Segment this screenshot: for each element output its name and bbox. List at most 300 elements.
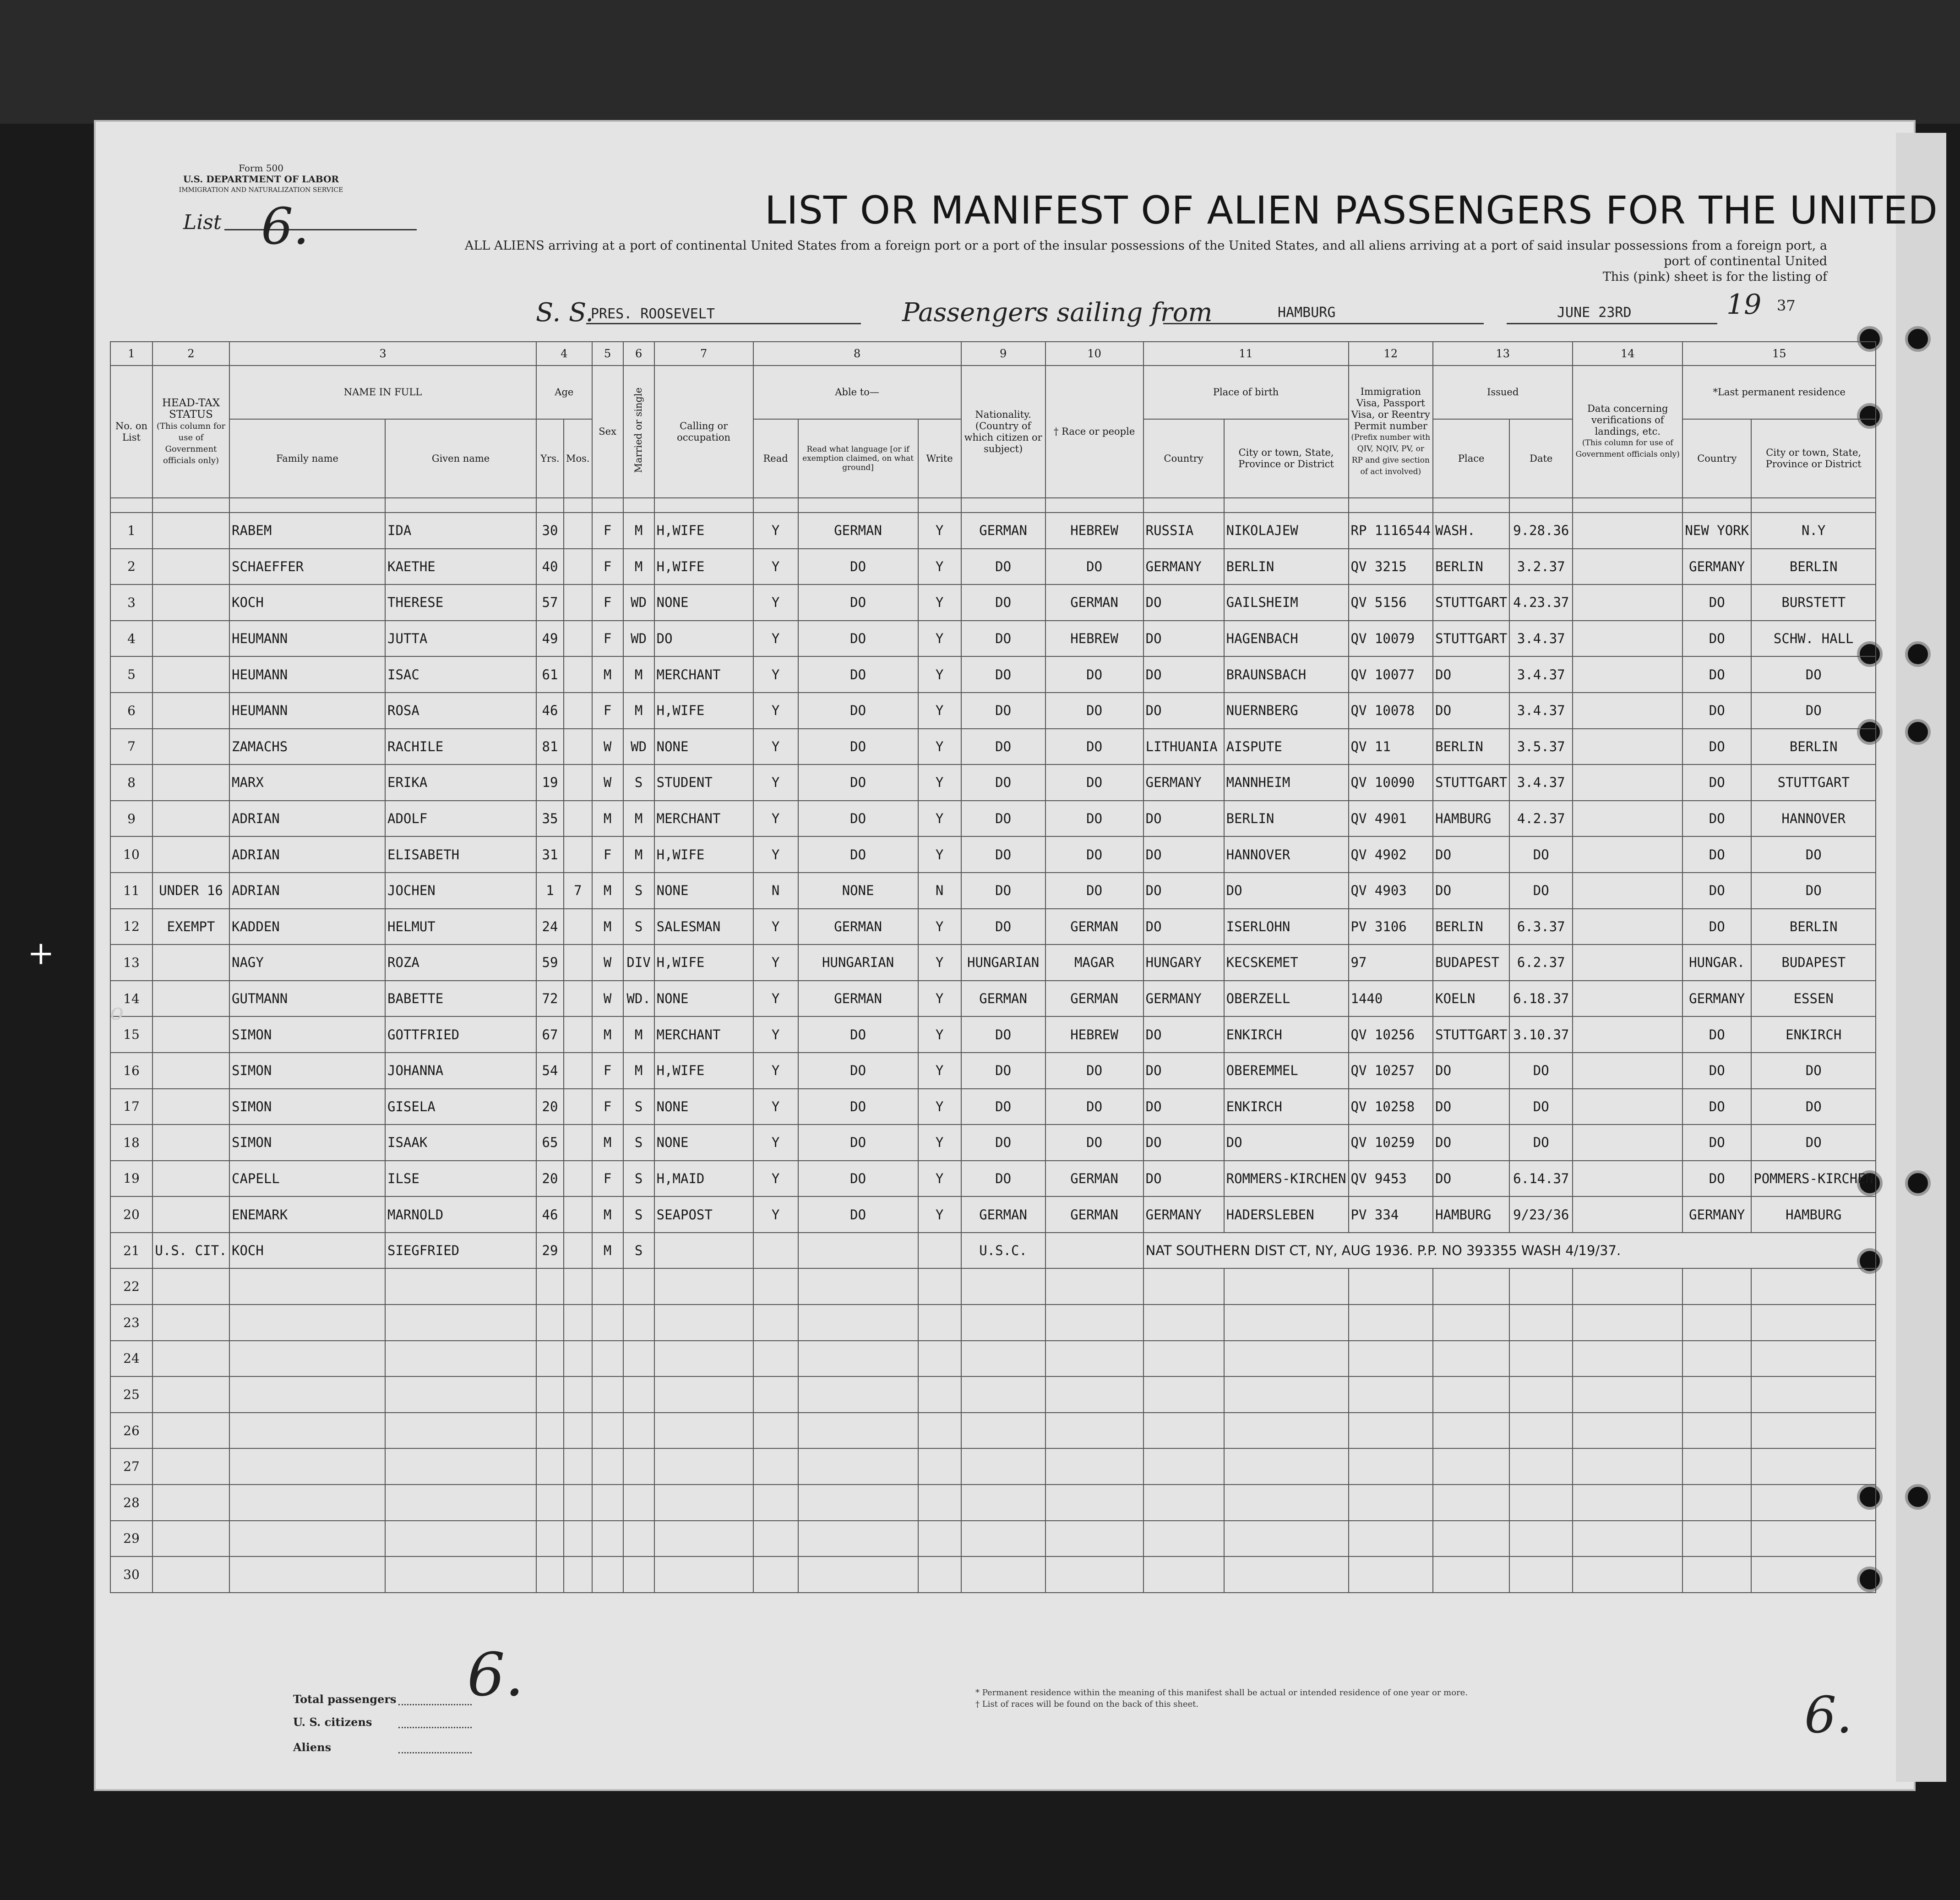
visa-number: QV 10079 xyxy=(1349,621,1433,657)
birth-country xyxy=(1143,1413,1224,1449)
can-write: Y xyxy=(918,764,961,801)
nationality xyxy=(961,1341,1045,1377)
age-years: 29 xyxy=(536,1233,564,1269)
residence-city xyxy=(1751,1556,1876,1593)
age-years: 59 xyxy=(536,945,564,981)
race: DO xyxy=(1045,549,1143,585)
issued-place: HAMBURG xyxy=(1433,1196,1509,1233)
sex xyxy=(592,1341,623,1377)
age-years: 57 xyxy=(536,584,564,621)
passenger-row xyxy=(110,909,1876,945)
can-write: Y xyxy=(918,513,961,549)
sex: M xyxy=(592,909,623,945)
visa-number: PV 3106 xyxy=(1349,909,1433,945)
read-language: HUNGARIAN xyxy=(798,945,918,981)
birth-city: BERLIN xyxy=(1224,801,1349,837)
age-years xyxy=(536,1305,564,1341)
visa-number xyxy=(1349,1485,1433,1521)
col-num: 7 xyxy=(654,342,753,366)
head-tax-status xyxy=(152,1376,229,1413)
residence-country xyxy=(1682,1305,1751,1341)
birth-city: ENKIRCH xyxy=(1224,1089,1349,1125)
hdr-issued-place: Place xyxy=(1433,419,1509,498)
nationality xyxy=(961,1305,1045,1341)
can-read xyxy=(753,1521,798,1557)
head-tax-status: UNDER 16 xyxy=(152,873,229,909)
row-number: 18 xyxy=(110,1125,152,1161)
row-number: 30 xyxy=(110,1556,152,1593)
can-write xyxy=(918,1268,961,1305)
can-read: Y xyxy=(753,1196,798,1233)
race: GERMAN xyxy=(1045,584,1143,621)
age-years: 65 xyxy=(536,1125,564,1161)
issued-place: STUTTGART xyxy=(1433,584,1509,621)
head-tax-status xyxy=(152,1196,229,1233)
can-read: Y xyxy=(753,693,798,729)
landing-data xyxy=(1573,1521,1682,1557)
landing-data xyxy=(1573,873,1682,909)
landing-data xyxy=(1573,1341,1682,1377)
family-name xyxy=(229,1448,385,1485)
can-read: Y xyxy=(753,981,798,1017)
marital-status xyxy=(623,1485,654,1521)
visa-number: QV 4902 xyxy=(1349,836,1433,873)
head-tax-status xyxy=(152,584,229,621)
sex: F xyxy=(592,693,623,729)
birth-country: GERMANY xyxy=(1143,549,1224,585)
residence-country: DO xyxy=(1682,656,1751,693)
birth-country xyxy=(1143,1268,1224,1305)
head-tax-status xyxy=(152,1053,229,1089)
subtitle-line-1: ALL ALIENS arriving at a port of continental United States from a foreign port or a port of the insular possessions of the United States, and all aliens arriving at a port of said insular possessions from a foreign port, a port of continental United xyxy=(464,239,1827,268)
visa-number: QV 10258 xyxy=(1349,1089,1433,1125)
age-months xyxy=(564,729,592,765)
marital-status: S xyxy=(623,1233,654,1269)
head-tax-status xyxy=(152,801,229,837)
head-tax-status xyxy=(152,513,229,549)
head-tax-status xyxy=(152,836,229,873)
marital-status: S xyxy=(623,1161,654,1197)
can-write: Y xyxy=(918,584,961,621)
read-language: GERMAN xyxy=(798,981,918,1017)
can-read: Y xyxy=(753,584,798,621)
issued-date xyxy=(1509,1521,1573,1557)
landing-data xyxy=(1573,729,1682,765)
birth-city: NUERNBERG xyxy=(1224,693,1349,729)
given-name: THERESE xyxy=(385,584,536,621)
race xyxy=(1045,1341,1143,1377)
age-years: 81 xyxy=(536,729,564,765)
age-months xyxy=(564,549,592,585)
age-years: 20 xyxy=(536,1161,564,1197)
ship-name: PRES. ROOSEVELT xyxy=(591,306,715,322)
age-months xyxy=(564,584,592,621)
read-language: DO xyxy=(798,1196,918,1233)
birth-city xyxy=(1224,1556,1349,1593)
can-write: N xyxy=(918,873,961,909)
can-read xyxy=(753,1233,798,1269)
passenger-row xyxy=(110,656,1876,693)
given-name: MARNOLD xyxy=(385,1196,536,1233)
passenger-rows xyxy=(110,513,1876,1593)
residence-country xyxy=(1682,1448,1751,1485)
issued-place xyxy=(1433,1413,1509,1449)
hdr-race: † Race or people xyxy=(1045,366,1143,498)
hdr-calling: Calling or occupation xyxy=(654,366,753,498)
sex xyxy=(592,1413,623,1449)
birth-country xyxy=(1143,1305,1224,1341)
marital-status: M xyxy=(623,1053,654,1089)
col-num: 3 xyxy=(229,342,536,366)
birth-city: NIKOLAJEW xyxy=(1224,513,1349,549)
residence-country: DO xyxy=(1682,873,1751,909)
landing-data xyxy=(1573,909,1682,945)
age-months xyxy=(564,513,592,549)
age-months xyxy=(564,1305,592,1341)
passenger-row xyxy=(110,1268,1876,1305)
row-number: 10 xyxy=(110,836,152,873)
sailing-date: JUNE 23RD xyxy=(1557,305,1632,321)
family-name: HEUMANN xyxy=(229,693,385,729)
given-name: HELMUT xyxy=(385,909,536,945)
occupation: DO xyxy=(654,621,753,657)
can-write: Y xyxy=(918,729,961,765)
residence-city: DO xyxy=(1751,1125,1876,1161)
nationality: DO xyxy=(961,1016,1045,1053)
landing-data xyxy=(1573,1556,1682,1593)
age-years: 20 xyxy=(536,1089,564,1125)
birth-city xyxy=(1224,1485,1349,1521)
nationality: DO xyxy=(961,1053,1045,1089)
race: DO xyxy=(1045,729,1143,765)
read-language: DO xyxy=(798,729,918,765)
residence-country: DO xyxy=(1682,764,1751,801)
row-number: 12 xyxy=(110,909,152,945)
hdr-visa-title: Immigration Visa, Passport Visa, or Reentry Permit number xyxy=(1351,386,1430,431)
read-language: NONE xyxy=(798,873,918,909)
visa-number xyxy=(1349,1556,1433,1593)
visa-number: QV 4901 xyxy=(1349,801,1433,837)
landing-data xyxy=(1573,801,1682,837)
col-num: 2 xyxy=(152,342,229,366)
passenger-row xyxy=(110,1413,1876,1449)
residence-country: DO xyxy=(1682,1089,1751,1125)
visa-number: PV 334 xyxy=(1349,1196,1433,1233)
marital-status: M xyxy=(623,801,654,837)
punch-hole xyxy=(1905,326,1931,352)
birth-country: DO xyxy=(1143,621,1224,657)
hdr-able-to: Able to— xyxy=(753,366,961,419)
nationality: DO xyxy=(961,584,1045,621)
marital-status: M xyxy=(623,693,654,729)
can-read xyxy=(753,1556,798,1593)
can-write: Y xyxy=(918,981,961,1017)
row-number: 14 xyxy=(110,981,152,1017)
can-write: Y xyxy=(918,693,961,729)
age-months xyxy=(564,1053,592,1089)
residence-country: DO xyxy=(1682,621,1751,657)
birth-country: LITHUANIA xyxy=(1143,729,1224,765)
header-gap-row xyxy=(110,498,1876,513)
passenger-row xyxy=(110,584,1876,621)
birth-country: RUSSIA xyxy=(1143,513,1224,549)
nationality: DO xyxy=(961,801,1045,837)
given-name xyxy=(385,1448,536,1485)
nationality: GERMAN xyxy=(961,981,1045,1017)
age-months xyxy=(564,1016,592,1053)
hdr-family-name: Family name xyxy=(229,419,385,498)
read-language xyxy=(798,1268,918,1305)
marital-status: WD xyxy=(623,621,654,657)
residence-city: BERLIN xyxy=(1751,729,1876,765)
marital-status xyxy=(623,1521,654,1557)
age-months xyxy=(564,1268,592,1305)
residence-city: DO xyxy=(1751,656,1876,693)
issued-place: BUDAPEST xyxy=(1433,945,1509,981)
family-name: HEUMANN xyxy=(229,621,385,657)
passenger-row xyxy=(110,1305,1876,1341)
marital-status: S xyxy=(623,873,654,909)
can-read xyxy=(753,1448,798,1485)
marital-status xyxy=(623,1341,654,1377)
col-num: 12 xyxy=(1349,342,1433,366)
occupation: NONE xyxy=(654,729,753,765)
nationality: DO xyxy=(961,764,1045,801)
family-name: MARX xyxy=(229,764,385,801)
nationality: HUNGARIAN xyxy=(961,945,1045,981)
issued-place xyxy=(1433,1521,1509,1557)
issued-place: DO xyxy=(1433,693,1509,729)
sex: F xyxy=(592,1053,623,1089)
issued-place xyxy=(1433,1448,1509,1485)
birth-city xyxy=(1224,1268,1349,1305)
family-name xyxy=(229,1305,385,1341)
read-language xyxy=(798,1305,918,1341)
can-write: Y xyxy=(918,945,961,981)
occupation: H,WIFE xyxy=(654,513,753,549)
head-tax-status: U.S. CIT. xyxy=(152,1233,229,1269)
row-number: 23 xyxy=(110,1305,152,1341)
sex: F xyxy=(592,513,623,549)
family-name xyxy=(229,1485,385,1521)
marital-status: S xyxy=(623,764,654,801)
can-write: Y xyxy=(918,909,961,945)
race xyxy=(1045,1376,1143,1413)
sailing-label: Passengers sailing from xyxy=(902,298,1213,328)
can-write: Y xyxy=(918,836,961,873)
col-num: 14 xyxy=(1573,342,1682,366)
marital-status: S xyxy=(623,1196,654,1233)
issued-place xyxy=(1433,1305,1509,1341)
landing-data xyxy=(1573,1161,1682,1197)
read-language: DO xyxy=(798,584,918,621)
sex xyxy=(592,1556,623,1593)
age-months xyxy=(564,1556,592,1593)
head-tax-status xyxy=(152,1161,229,1197)
row-number: 8 xyxy=(110,764,152,801)
landing-data xyxy=(1573,836,1682,873)
can-write xyxy=(918,1556,961,1593)
margin-mark: o xyxy=(110,999,124,1025)
sex: W xyxy=(592,981,623,1017)
landing-data xyxy=(1573,656,1682,693)
can-read: Y xyxy=(753,801,798,837)
sex: F xyxy=(592,549,623,585)
passenger-row xyxy=(110,1448,1876,1485)
punch-hole xyxy=(1905,719,1931,745)
passenger-row xyxy=(110,1053,1876,1089)
sheet-number: 6. xyxy=(1804,1686,1852,1744)
row-number: 2 xyxy=(110,549,152,585)
issued-place: HAMBURG xyxy=(1433,801,1509,837)
issued-date: 3.4.37 xyxy=(1509,621,1573,657)
can-read xyxy=(753,1268,798,1305)
issued-date: 9.28.36 xyxy=(1509,513,1573,549)
birth-city: OBERZELL xyxy=(1224,981,1349,1017)
hdr-yrs: Yrs. xyxy=(536,419,564,498)
head-tax-status xyxy=(152,1521,229,1557)
residence-country: DO xyxy=(1682,801,1751,837)
sex: W xyxy=(592,764,623,801)
race xyxy=(1045,1413,1143,1449)
visa-number: QV 10078 xyxy=(1349,693,1433,729)
issued-date: DO xyxy=(1509,1053,1573,1089)
issued-date: 3.10.37 xyxy=(1509,1016,1573,1053)
head-tax-status xyxy=(152,1413,229,1449)
age-months xyxy=(564,801,592,837)
hdr-head-tax xyxy=(152,366,229,498)
occupation: NONE xyxy=(654,1125,753,1161)
residence-city: SCHW. HALL xyxy=(1751,621,1876,657)
total-passengers-label: Total passengers xyxy=(293,1693,397,1706)
list-number: 6. xyxy=(261,197,309,256)
hdr-name-in-full: NAME IN FULL xyxy=(229,366,536,419)
residence-city: BERLIN xyxy=(1751,909,1876,945)
age-months xyxy=(564,836,592,873)
head-tax-status xyxy=(152,656,229,693)
head-tax-status xyxy=(152,1448,229,1485)
given-name xyxy=(385,1413,536,1449)
issued-place: DO xyxy=(1433,656,1509,693)
race: DO xyxy=(1045,1089,1143,1125)
read-language: DO xyxy=(798,1016,918,1053)
age-years: 31 xyxy=(536,836,564,873)
passenger-row xyxy=(110,693,1876,729)
birth-country: DO xyxy=(1143,1089,1224,1125)
given-name xyxy=(385,1376,536,1413)
head-tax-status: EXEMPT xyxy=(152,909,229,945)
visa-number xyxy=(1349,1305,1433,1341)
sex: F xyxy=(592,1089,623,1125)
visa-number: QV 11 xyxy=(1349,729,1433,765)
issued-date: 6.3.37 xyxy=(1509,909,1573,945)
age-years xyxy=(536,1268,564,1305)
birth-city: MANNHEIM xyxy=(1224,764,1349,801)
landing-data xyxy=(1573,1485,1682,1521)
marital-status: WD. xyxy=(623,981,654,1017)
family-name: GUTMANN xyxy=(229,981,385,1017)
given-name: JOCHEN xyxy=(385,873,536,909)
head-tax-status xyxy=(152,1125,229,1161)
residence-country xyxy=(1682,1376,1751,1413)
occupation xyxy=(654,1305,753,1341)
family-name xyxy=(229,1341,385,1377)
can-write: Y xyxy=(918,1196,961,1233)
hdr-married xyxy=(623,366,654,498)
birth-city xyxy=(1224,1448,1349,1485)
issued-date: 3.4.37 xyxy=(1509,764,1573,801)
visa-number: RP 1116544 xyxy=(1349,513,1433,549)
birth-country: GERMANY xyxy=(1143,1196,1224,1233)
age-years xyxy=(536,1485,564,1521)
col-num: 4 xyxy=(536,342,592,366)
read-language xyxy=(798,1413,918,1449)
punch-hole xyxy=(1905,1484,1931,1510)
col-num: 6 xyxy=(623,342,654,366)
occupation xyxy=(654,1413,753,1449)
family-name: RABEM xyxy=(229,513,385,549)
family-name: ADRIAN xyxy=(229,873,385,909)
birth-country xyxy=(1143,1521,1224,1557)
age-months xyxy=(564,1485,592,1521)
row-number: 17 xyxy=(110,1089,152,1125)
age-years xyxy=(536,1521,564,1557)
row-number: 1 xyxy=(110,513,152,549)
occupation: H,WIFE xyxy=(654,945,753,981)
head-tax-status xyxy=(152,1268,229,1305)
family-name xyxy=(229,1376,385,1413)
sex: M xyxy=(592,1233,623,1269)
row-number: 6 xyxy=(110,693,152,729)
total-passengers-value: 6. xyxy=(467,1640,524,1709)
sex: F xyxy=(592,836,623,873)
can-write xyxy=(918,1521,961,1557)
hdr-sex: Sex xyxy=(592,366,623,498)
age-years: 46 xyxy=(536,693,564,729)
landing-data xyxy=(1573,1376,1682,1413)
manifest-subtitle xyxy=(435,238,1827,285)
hdr-landing-note: (This column for use of Government officials only) xyxy=(1575,438,1680,459)
issued-place: BERLIN xyxy=(1433,729,1509,765)
passenger-row xyxy=(110,1161,1876,1197)
age-years: 30 xyxy=(536,513,564,549)
issued-date xyxy=(1509,1341,1573,1377)
family-name: KADDEN xyxy=(229,909,385,945)
given-name: ISAAK xyxy=(385,1125,536,1161)
birth-city xyxy=(1224,1341,1349,1377)
occupation: STUDENT xyxy=(654,764,753,801)
age-months xyxy=(564,981,592,1017)
issued-date: 9/23/36 xyxy=(1509,1196,1573,1233)
hdr-head-tax-title: HEAD-TAX STATUS xyxy=(162,397,220,420)
landing-data xyxy=(1573,1125,1682,1161)
read-language: DO xyxy=(798,1125,918,1161)
issued-place: DO xyxy=(1433,1161,1509,1197)
hdr-read: Read xyxy=(753,419,798,498)
age-months xyxy=(564,621,592,657)
age-years xyxy=(536,1341,564,1377)
sex: M xyxy=(592,656,623,693)
can-write: Y xyxy=(918,549,961,585)
header-row-1 xyxy=(110,366,1876,419)
race: HEBREW xyxy=(1045,621,1143,657)
row-number: 25 xyxy=(110,1376,152,1413)
read-language: GERMAN xyxy=(798,513,918,549)
marital-status xyxy=(623,1305,654,1341)
nationality: DO xyxy=(961,1089,1045,1125)
passenger-row xyxy=(110,1196,1876,1233)
can-read: N xyxy=(753,873,798,909)
